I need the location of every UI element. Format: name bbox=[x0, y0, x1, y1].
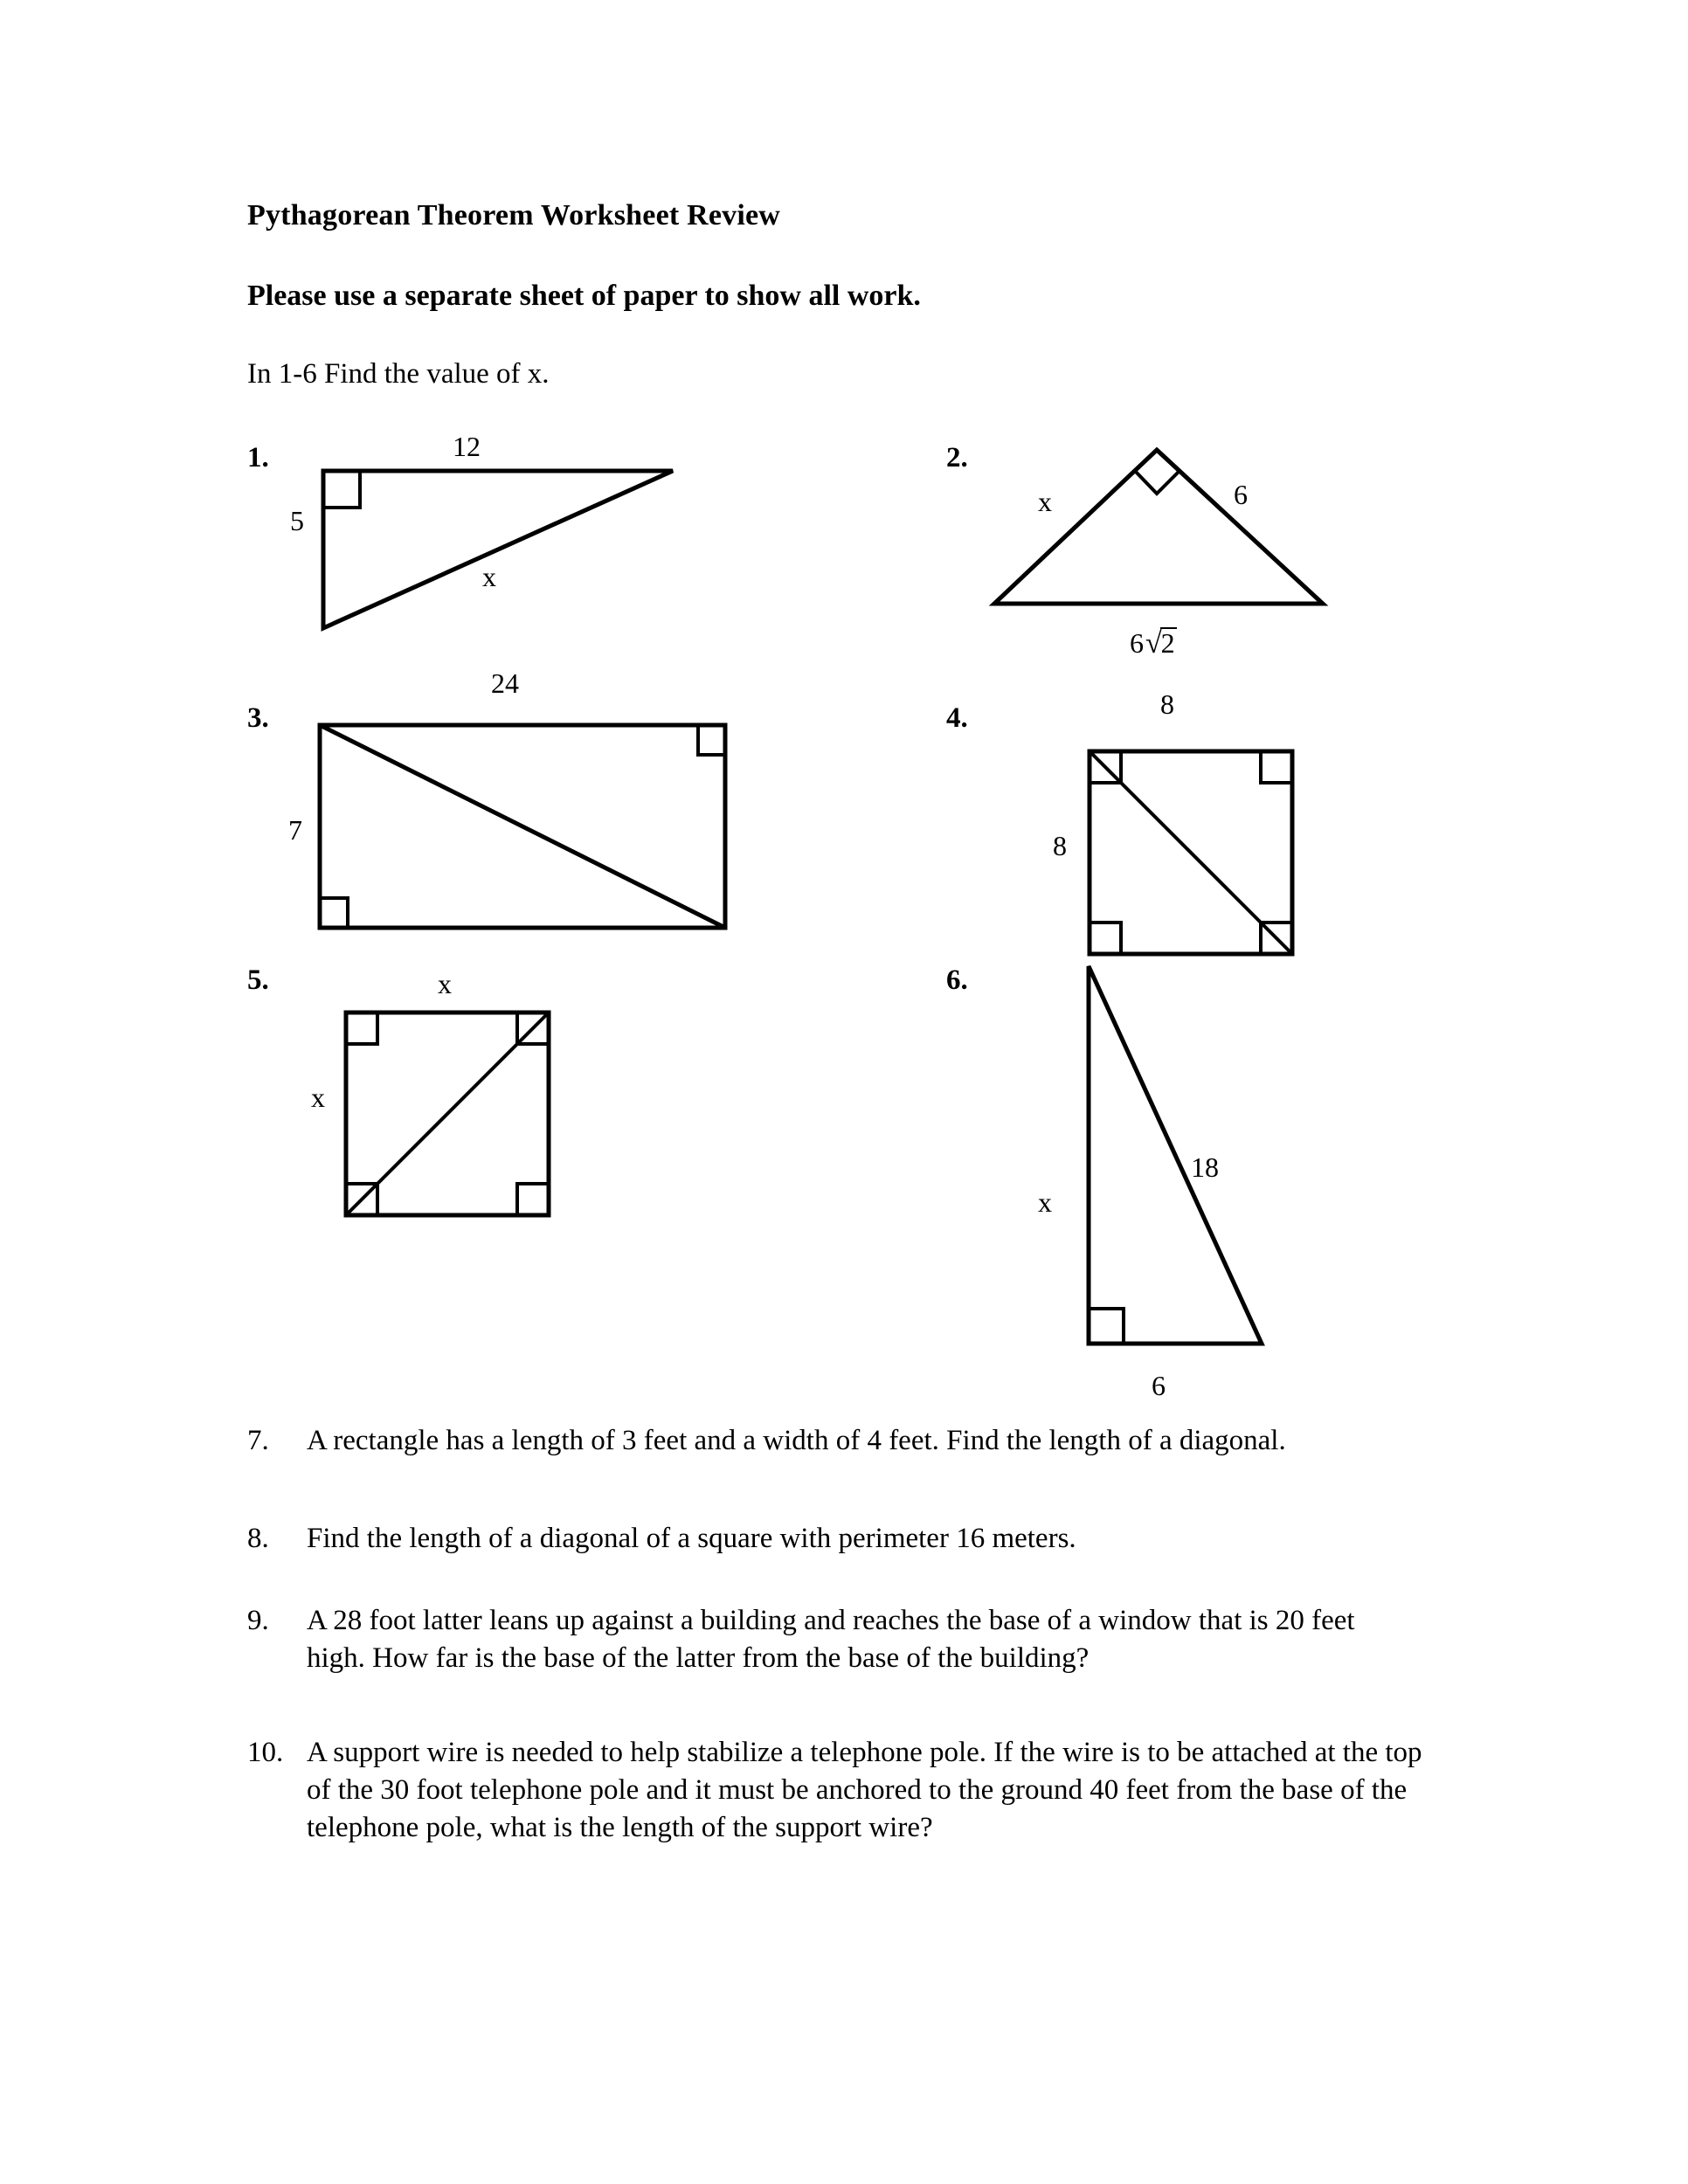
figure-4-label-top: 8 bbox=[1160, 688, 1174, 720]
word-problem-10-number: 10. bbox=[247, 1737, 284, 1768]
figure-2-label-base: 6√2 bbox=[1130, 627, 1175, 660]
figure-4-label-left: 8 bbox=[1053, 830, 1067, 861]
word-problem-7 bbox=[247, 1422, 1374, 1460]
word-problem-10-text: A support wire is needed to help stabilize a telephone pole. If the wire is to be attached at the top of the 30 foot telephone pole and it must be anchored to the ground 40 feet from the base of the telephone pole, what is the length of the support wire? bbox=[307, 1737, 1422, 1843]
figure-2-label-left-side: x bbox=[1038, 486, 1052, 517]
word-problem-8 bbox=[247, 1520, 1374, 1558]
page-title: Pythagorean Theorem Worksheet Review bbox=[247, 199, 781, 232]
figure-3-rectangle bbox=[316, 722, 736, 940]
figure-4-square bbox=[1086, 748, 1304, 966]
instructions-bold: Please use a separate sheet of paper to show all work. bbox=[247, 280, 921, 312]
word-problem-7-text: A rectangle has a length of 3 feet and a width of 4 feet. Find the length of a diagonal. bbox=[307, 1425, 1286, 1456]
figure-2-base-coefficient: 6 bbox=[1130, 627, 1144, 659]
figure-5-square bbox=[342, 1009, 561, 1227]
problem-number-3: 3. bbox=[247, 702, 269, 734]
problem-number-6: 6. bbox=[946, 964, 968, 996]
word-problem-8-number: 8. bbox=[247, 1523, 269, 1554]
instructions-1-6: In 1-6 Find the value of x. bbox=[247, 358, 550, 390]
word-problem-7-number: 7. bbox=[247, 1425, 269, 1456]
word-problem-9-text: A 28 foot latter leans up against a building and reaches the base of a window that is 20 feet high. How far is the base of the latter from the base of the building? bbox=[307, 1605, 1355, 1674]
problem-number-5: 5. bbox=[247, 964, 269, 996]
figure-1-right-triangle bbox=[320, 467, 687, 633]
figure-6-label-base: 6 bbox=[1152, 1370, 1166, 1401]
word-problem-10 bbox=[247, 1734, 1431, 1847]
figure-6-label-hypotenuse: 18 bbox=[1191, 1151, 1219, 1183]
word-problem-9 bbox=[247, 1602, 1418, 1677]
figure-3-label-top: 24 bbox=[491, 667, 519, 699]
figure-3-label-left: 7 bbox=[288, 814, 302, 846]
problem-number-2: 2. bbox=[946, 442, 968, 473]
problem-number-1: 1. bbox=[247, 442, 269, 473]
word-problem-9-number: 9. bbox=[247, 1605, 269, 1636]
figure-2-base-radicand: 2 bbox=[1160, 627, 1175, 659]
figure-2-triangle bbox=[986, 432, 1335, 616]
figure-6-label-left: x bbox=[1038, 1186, 1052, 1218]
figure-1-label-left: 5 bbox=[290, 505, 304, 536]
figure-2-label-right-side: 6 bbox=[1234, 479, 1248, 510]
problem-number-4: 4. bbox=[946, 702, 968, 734]
figure-5-label-left: x bbox=[311, 1082, 325, 1113]
figure-1-label-hypotenuse: x bbox=[482, 561, 496, 592]
word-problem-8-text: Find the length of a diagonal of a square with perimeter 16 meters. bbox=[307, 1523, 1076, 1554]
figure-1-label-top: 12 bbox=[453, 431, 481, 462]
figure-5-label-top: x bbox=[438, 968, 452, 999]
figure-6-right-triangle bbox=[1083, 961, 1276, 1354]
